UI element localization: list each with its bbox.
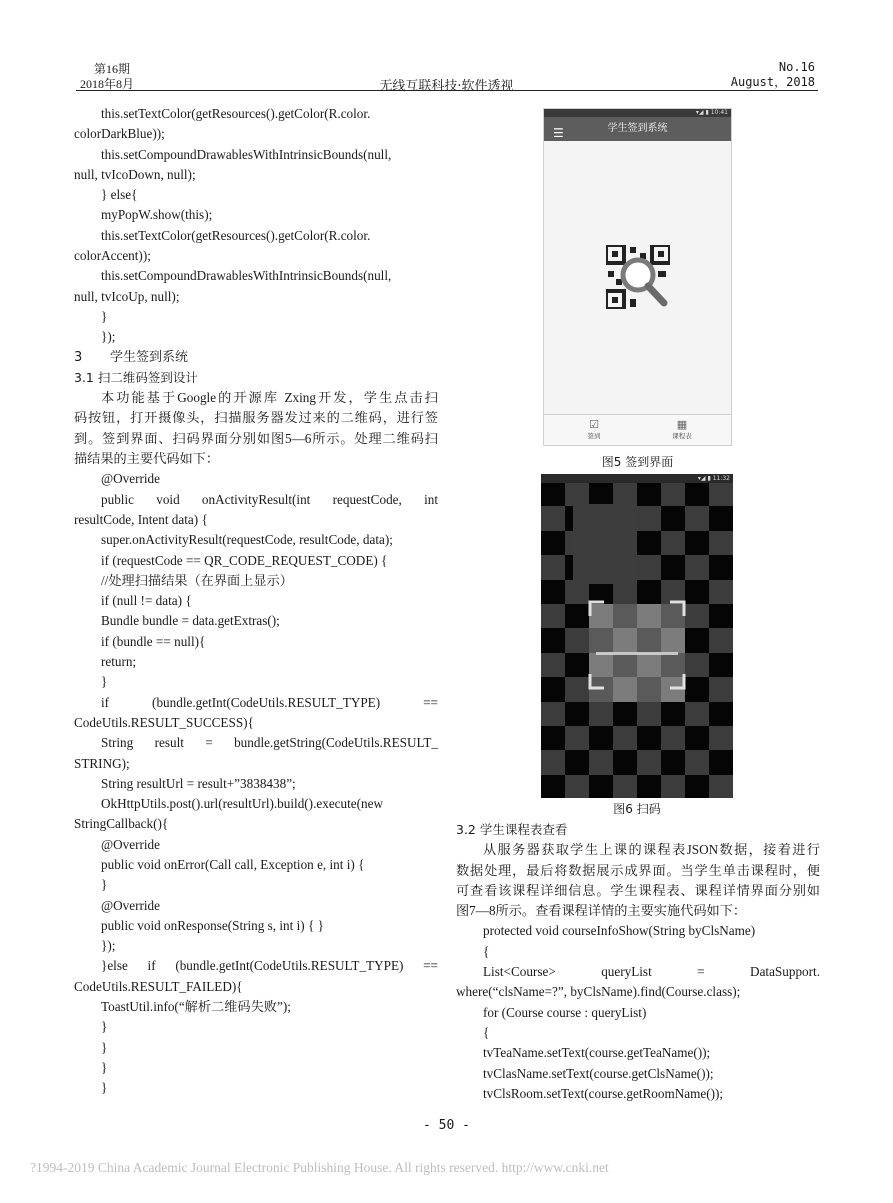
tab-signin[interactable] [574, 418, 614, 440]
signal-icon: ▾◢ [695, 109, 704, 116]
left-text-line: this.setCompoundDrawablesWithIntrinsicBounds(null, [101, 146, 392, 162]
section-3-1-heading: 3.1 扫二维码签到设计 [74, 369, 198, 385]
left-text-line: } [101, 1019, 108, 1035]
left-text-line: } [101, 1059, 108, 1075]
checkbox-icon: ☑ [589, 418, 599, 431]
tab-schedule[interactable] [662, 418, 702, 440]
left-text-line: 码按钮，打开摄像头，扫描服务器发过来的二维码，进行签 [74, 410, 438, 426]
left-text-line: } [101, 674, 108, 690]
tab-signin-label: 签到 [587, 432, 601, 440]
section-number: 3 [74, 349, 83, 365]
header-date-en: August，2018 [730, 75, 815, 89]
qr-search-icon[interactable] [606, 245, 670, 309]
left-text-line: //处理扫描结果（在界面上显示） [101, 572, 293, 588]
battery-icon: ▮ [705, 109, 709, 116]
left-text-line: }); [101, 329, 116, 345]
page-number: - 50 - [423, 1118, 470, 1133]
right-text-line: 数据处理，最后将数据展示成界面。当学生单击课程时，便 [456, 862, 820, 878]
left-text-line: this.setTextColor(getResources().getColor(R.color. [101, 106, 371, 121]
left-text-line: null, tvIcoDown, null); [74, 166, 196, 182]
left-text-line: if (requestCode == QR_CODE_REQUEST_CODE) { [101, 552, 388, 568]
figure5-signin-screen [543, 108, 732, 446]
left-text-line: myPopW.show(this); [101, 207, 213, 223]
right-text-line: 可查看该课程详细信息。学生课程表、课程详情界面分别如 [456, 882, 820, 898]
left-text-line: OkHttpUtils.post().url(resultUrl).build().execute(new [101, 796, 383, 812]
figure6-scan-screen [541, 474, 733, 798]
left-text-line: } [101, 877, 108, 893]
left-text-line: super.onActivityResult(requestCode, resultCode, data); [101, 532, 393, 548]
header-issue: 第16期 [94, 62, 131, 76]
right-column [456, 820, 820, 1104]
left-text-line: this.setTextColor(getResources().getColor(R.color. [101, 227, 371, 243]
left-text-line: 本功能基于Google的开源库 Zxing开发，学生点击扫 [101, 390, 438, 406]
wifi-icon: ▾◢ [697, 475, 706, 482]
journal-title: 无线互联科技·软件透视 [379, 79, 514, 94]
left-text-line: Bundle bundle = data.getExtras(); [101, 613, 280, 629]
right-text-line: tvClasName.setText(course.getClsName()); [483, 1065, 714, 1081]
left-text-line: } [101, 308, 108, 324]
left-text-line: @Override [101, 897, 161, 913]
status-time: 10:41 [710, 109, 728, 116]
status-bar [544, 109, 731, 117]
left-text-line: this.setCompoundDrawablesWithIntrinsicBounds(null, [101, 268, 392, 284]
left-text-line: CodeUtils.RESULT_FAILED){ [74, 978, 243, 994]
menu-icon[interactable]: ☰ [553, 126, 564, 140]
left-text-line: }); [101, 938, 116, 954]
left-text-line: colorDarkBlue)); [74, 126, 165, 142]
left-text-line: } else{ [101, 187, 138, 203]
section-3-2-heading: 3.2 学生课程表查看 [456, 822, 568, 837]
right-text-line: 图7—8所示。查看课程详情的主要实施代码如下： [456, 903, 747, 919]
right-text-line: where(“clsName=?”, byClsName).find(Course.class); [456, 984, 741, 1000]
bottom-tab-bar [544, 414, 731, 445]
header-issue-en: No.16 [778, 60, 815, 74]
left-text-line: } [101, 1080, 108, 1096]
left-text-line: colorAccent)); [74, 248, 151, 264]
left-text-line: return; [101, 654, 137, 670]
left-text-line: }else if (bundle.getInt(CodeUtils.RESULT_TYPE) == [101, 958, 438, 974]
left-text-line: public void onActivityResult(int requestCode, int [101, 491, 438, 507]
section-title: 学生签到系统 [110, 349, 189, 365]
section-3-heading [74, 348, 438, 368]
right-text-line: { [483, 1024, 490, 1040]
left-text-line: @Override [101, 471, 161, 487]
right-text-line: for (Course course : queryList) [483, 1004, 647, 1020]
scan-frame [541, 474, 733, 798]
left-text-line: ToastUtil.info(“解析二维码失败”); [101, 999, 291, 1015]
left-text-line: CodeUtils.RESULT_SUCCESS){ [74, 714, 254, 730]
figure6-caption: 图6 扫码 [613, 802, 661, 816]
left-text-line: resultCode, Intent data) { [74, 511, 208, 527]
app-title: 学生签到系统 [607, 123, 668, 134]
left-text-line: null, tvIcoUp, null); [74, 288, 180, 304]
left-text-line: StringCallback(){ [74, 816, 169, 832]
header-date: 2018年8月 [80, 77, 135, 91]
header-right [731, 60, 815, 90]
left-text-line: if (bundle == null){ [101, 633, 206, 649]
left-text-line: 描结果的主要代码如下： [74, 451, 220, 467]
left-column [74, 104, 438, 1099]
calendar-icon: ▦ [676, 418, 688, 431]
left-text-line: 到。签到界面、扫码界面分别如图5—6所示。处理二维码扫 [74, 430, 438, 446]
left-text-line: String result = bundle.getString(CodeUtils.RESULT_ [101, 735, 438, 751]
battery-icon: ▮ [707, 475, 711, 482]
left-text-line: @Override [101, 836, 161, 852]
left-text-line: STRING); [74, 755, 130, 771]
left-text-line: public void onResponse(String s, int i) { } [101, 917, 324, 933]
header-rule [76, 90, 818, 91]
figure5-caption: 图5 签到界面 [601, 455, 674, 469]
left-text-line: String resultUrl = result+”3838438”; [101, 775, 296, 791]
right-text-line: protected void courseInfoShow(String byClsName) [483, 923, 756, 939]
left-text-line: public void onError(Call call, Exception e, int i) { [101, 856, 365, 872]
status-time: 11:32 [712, 475, 730, 482]
right-text-line: List<Course> queryList = DataSupport. [483, 964, 820, 980]
right-text-line: { [483, 943, 490, 959]
right-text-line: 从服务器获取学生上课的课程表JSON数据，接着进行 [483, 842, 820, 858]
tab-schedule-label: 课程表 [672, 432, 692, 440]
left-text-line: if (bundle.getInt(CodeUtils.RESULT_TYPE) == [101, 694, 438, 710]
left-text-line: if (null != data) { [101, 593, 192, 609]
copyright-footer: ?1994-2019 China Academic Journal Electronic Publishing House. All rights reserved. http://www.cnki.net [30, 1160, 609, 1175]
right-text-line: tvClsRoom.setText(course.getRoomName()); [483, 1085, 724, 1101]
right-text-line: tvTeaName.setText(course.getTeaName()); [483, 1045, 711, 1061]
left-text-line: } [101, 1039, 108, 1055]
app-bar [544, 117, 731, 141]
